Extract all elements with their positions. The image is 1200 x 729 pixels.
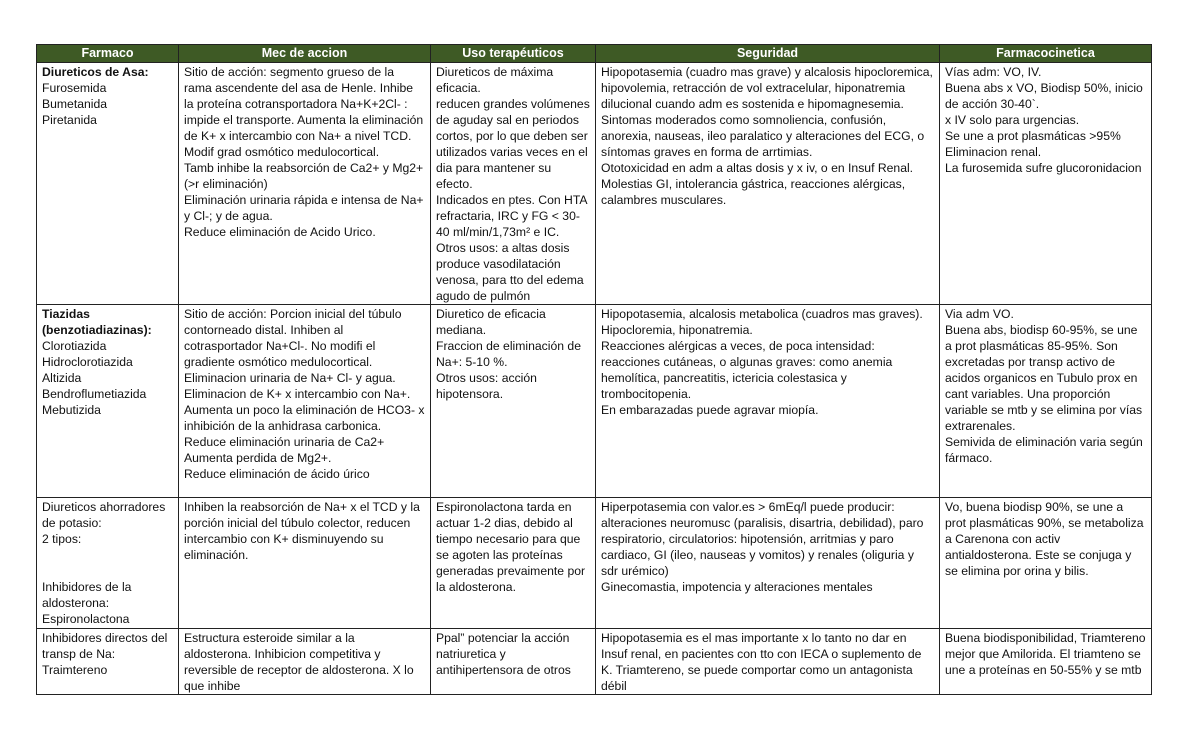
drug-name: Piretanida — [42, 113, 97, 127]
header-uso-terapeuticos: Uso terapéuticos — [431, 45, 596, 63]
table-row — [37, 305, 1152, 498]
mec-text: Reduce eliminación urinaria de Ca2+ — [184, 435, 385, 449]
mec-text: Reduce eliminación de ácido úrico — [184, 467, 370, 481]
drug-name: Furosemida — [42, 81, 107, 95]
cell-farmaco — [37, 305, 179, 498]
drug-name: Mebutizida — [42, 403, 101, 417]
drug-name: Bendroflumetiazida — [42, 387, 147, 401]
cell-seguridad — [596, 629, 940, 695]
header-farmaco: Farmaco — [37, 45, 179, 63]
seguridad-text: Hipocloremia, hiponatremia. — [601, 323, 753, 337]
seguridad-text: Molestias GI, intolerancia gástrica, reacciones alérgicas, calambres musculares. — [601, 177, 906, 207]
seguridad-text: Sintomas moderados como somnoliencia, confusión, anorexia, nauseas, ileo paralatico y alteraciones del ECG, o síntomas graves en forma de arrtimias. — [601, 113, 925, 159]
seguridad-text: Ototoxicidad en adm a altas dosis y x iv, o en Insuf Renal. — [601, 161, 914, 175]
drug-name: Hidroclorotiazida — [42, 355, 133, 369]
uso-text: Indicados en ptes. Con HTA refractaria, IRC y FG < 30-40 ml/min/1,73m² e IC. — [436, 193, 587, 239]
cell-farmaco — [37, 498, 179, 629]
cell-mec — [179, 498, 431, 629]
seguridad-text: En embarazadas puede agravar miopía. — [601, 403, 819, 417]
uso-text: Diureticos de máxima eficacia. — [436, 65, 554, 95]
uso-text: Otros usos: a altas dosis produce vasodilatación venosa, para tto del edema agudo de pulmón — [436, 241, 584, 303]
cell-mec — [179, 63, 431, 305]
uso-text: Otros usos: acción hipotensora. — [436, 371, 537, 401]
mec-text: Eliminacion urinaria de Na+ Cl- y agua. — [184, 371, 396, 385]
table-row — [37, 498, 1152, 629]
drug-name: Espironolactona — [42, 612, 130, 626]
drug-class-title: Diureticos de Asa: — [42, 65, 149, 79]
drug-name: Clorotiazida — [42, 339, 107, 353]
mec-text: Aumenta perdida de Mg2+. — [184, 451, 332, 465]
uso-text: Espironolactona tarda en actuar 1-2 dias, debido al tiempo necesario para que se agoten las proteínas generadas prevaimente por la aldosterona. — [436, 500, 586, 594]
uso-text: Diuretico de eficacia mediana. — [436, 307, 546, 337]
drug-class-title: Inhibidores directos del transp de Na: — [42, 631, 168, 661]
mec-text: Sitio de acción: segmento grueso de la rama ascendente del asa de Henle. Inhibe la proteína cotransportadora Na+K+2Cl- : impide el transporte. Aumenta la eliminación de K+ x intercambio con Na+ a nivel TCD. Modif grad osmótico medulocortical. — [184, 65, 424, 159]
header-seguridad: Seguridad — [596, 45, 940, 63]
cell-farmacocinetica — [940, 305, 1152, 498]
mec-text: Sitio de acción: Porcion inicial del túbulo contorneado distal. Inhiben al cotrasportador Na+Cl-. No modifi el gradiente osmótico medulocortical. — [184, 307, 402, 369]
header-row — [37, 45, 1152, 63]
pk-text: Buena abs, biodisp 60-95%, se une a prot plasmáticas 85-95%. Son excretadas por transp activo de acidos organicos en Tubulo prox en cant variables. Una proporción variable se mtb y se elimina por vías extrarenales. — [945, 323, 1143, 433]
seguridad-text: Hipopotasemia es el mas importante x lo tanto no dar en Insuf renal, en pacientes con tto con IECA o suplemento de K. Triamtereno, se puede comportar como un antagonista débil — [601, 631, 922, 693]
drug-name: Traimtereno — [42, 663, 108, 677]
drug-class-title: Diureticos ahorradores de potasio: — [42, 500, 166, 530]
mec-text: Eliminacion de K+ x intercambio con Na+. — [184, 387, 411, 401]
cell-seguridad — [596, 305, 940, 498]
header-farmacocinetica: Farmacocinetica — [940, 45, 1152, 63]
cell-farmacocinetica — [940, 63, 1152, 305]
drug-subclass: Inhibidores de la aldosterona: — [42, 580, 132, 610]
cell-uso — [431, 629, 596, 695]
drug-class-title: Tiazidas (benzotiadiazinas): — [42, 307, 152, 337]
spacer-line — [42, 563, 173, 579]
mec-text: Estructura esteroide similar a la aldosterona. Inhibicion competitiva y reversible de receptor de aldosterona. X lo que inhibe — [184, 631, 414, 693]
pk-text: La furosemida sufre glucoronidacion — [945, 161, 1142, 175]
mec-text: Aumenta un poco la eliminación de HCO3- x inhibición de la anhidrasa carbonica. — [184, 403, 425, 433]
mec-text: Inhiben la reabsorción de Na+ x el TCD y la porción inicial del túbulo colector, reducen intercambio con K+ disminuyendo su eliminación. — [184, 500, 420, 562]
seguridad-text: Hipopotasemia (cuadro mas grave) y alcalosis hipocloremica, hipovolemia, retracción de vol extracelular, hiponatremia dilucional cuando adm es sostenida e hipomagnesemia. — [601, 65, 933, 111]
pk-text: Via adm VO. — [945, 307, 1014, 321]
table-row — [37, 63, 1152, 305]
mec-text: Reduce eliminación de Acido Urico. — [184, 225, 376, 239]
cell-mec — [179, 305, 431, 498]
drug-name: Altizida — [42, 371, 82, 385]
cell-farmacocinetica — [940, 498, 1152, 629]
mec-text: Tamb inhibe la reabsorción de Ca2+ y Mg2+ (>r eliminación) — [184, 161, 424, 191]
cell-uso — [431, 63, 596, 305]
header-mec-de-accion: Mec de accion — [179, 45, 431, 63]
mec-text: Eliminación urinaria rápida e intensa de Na+ y Cl-; y de agua. — [184, 193, 424, 223]
cell-farmaco — [37, 629, 179, 695]
uso-text: Ppal” potenciar la acción natriuretica y antihipertensora de otros — [436, 631, 571, 677]
seguridad-text: Reacciones alérgicas a veces, de poca intensidad: reacciones cutáneas, o algunas graves: como anemia hemolítica, pancreatitis, ictericia colestasica y trombocitopenia. — [601, 339, 893, 401]
pk-text: Eliminacion renal. — [945, 145, 1042, 159]
pk-text: Vías adm: VO, IV. — [945, 65, 1042, 79]
cell-mec — [179, 629, 431, 695]
pk-text: x IV solo para urgencias. — [945, 113, 1080, 127]
pk-text: Semivida de eliminación varia según fármaco. — [945, 435, 1143, 465]
seguridad-text: Ginecomastia, impotencia y alteraciones mentales — [601, 580, 873, 594]
uso-text: Fraccion de eliminación de Na+: 5-10 %. — [436, 339, 581, 369]
spacer-line — [42, 547, 173, 563]
uso-text: reducen grandes volúmenes de aguday sal en periodos cortos, por lo que deben ser utilizados varias veces en el dia para mantener su efecto. — [436, 97, 590, 191]
pk-text: Buena abs x VO, Biodisp 50%, inicio de acción 30-40`. — [945, 81, 1143, 111]
seguridad-text: Hiperpotasemia con valor.es > 6mEq/l puede producir: alteraciones neuromusc (paralisis, disartria, debilidad), paro respiratorio, circulatorios: hipotensión, arritmias y paro cardiaco, GI (ileo, nauseas y vomitos) y renales (oliguria y sdr urémico) — [601, 500, 924, 578]
cell-uso — [431, 498, 596, 629]
pk-text: Se une a prot plasmáticas >95% — [945, 129, 1121, 143]
seguridad-text: Hipopotasemia, alcalosis metabolica (cuadros mas graves). — [601, 307, 923, 321]
pk-text: Vo, buena biodisp 90%, se une a prot plasmáticas 90%, se metaboliza a Carenona con activ antialdosterona. Este se conjuga y se elimina por orina y bilis. — [945, 500, 1144, 578]
pk-text: Buena biodisponibilidad, Triamtereno mejor que Amilorida. El triamteno se une a proteínas en 50-55% y se mtb — [945, 631, 1146, 677]
cell-seguridad — [596, 63, 940, 305]
drug-name: Bumetanida — [42, 97, 108, 111]
table-row — [37, 629, 1152, 695]
diuretics-table — [36, 44, 1152, 695]
cell-uso — [431, 305, 596, 498]
cell-seguridad — [596, 498, 940, 629]
drug-note: 2 tipos: — [42, 532, 82, 546]
cell-farmacocinetica — [940, 629, 1152, 695]
cell-farmaco — [37, 63, 179, 305]
